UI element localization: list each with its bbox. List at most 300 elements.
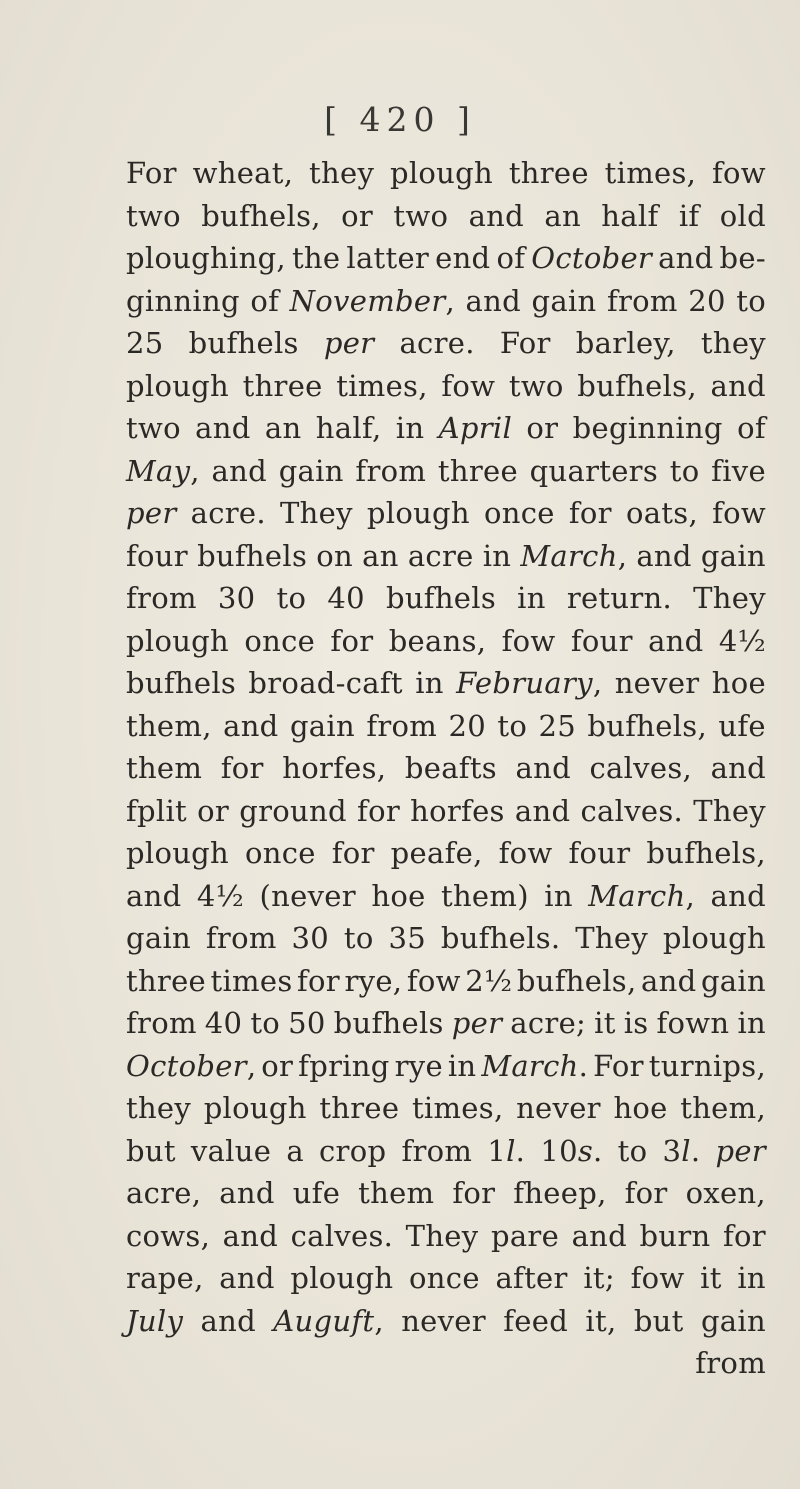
word — [510, 1002, 586, 1045]
word — [126, 1300, 183, 1343]
word — [412, 1087, 504, 1130]
roman-text: (never — [259, 878, 356, 913]
roman-text: in — [482, 538, 512, 573]
word — [641, 960, 696, 1003]
word — [715, 1130, 766, 1173]
roman-text: 4½ — [196, 878, 245, 913]
roman-text: an — [362, 538, 399, 573]
roman-text: once — [409, 1261, 480, 1295]
roman-text: horfes — [410, 793, 505, 828]
roman-text: and — [658, 241, 714, 275]
word — [298, 1045, 389, 1088]
roman-text: and — [211, 453, 267, 488]
roman-text: but — [126, 1133, 176, 1168]
roman-text: plough — [290, 1261, 394, 1295]
word — [371, 875, 425, 918]
roman-text: of — [250, 283, 280, 318]
text-line — [126, 1172, 766, 1215]
word — [191, 1130, 271, 1173]
roman-text: from — [205, 921, 277, 955]
roman-text: fow — [441, 368, 496, 403]
roman-text: oxen, — [685, 1176, 766, 1210]
word — [572, 1215, 627, 1258]
word — [712, 662, 766, 705]
word — [515, 790, 570, 833]
roman-text: two — [126, 411, 181, 445]
word — [212, 450, 267, 493]
roman-text: 10 — [540, 1133, 578, 1168]
roman-text: bufhels — [385, 581, 497, 615]
italic-text: March — [481, 1048, 579, 1083]
word — [640, 1215, 711, 1258]
word — [126, 1002, 197, 1045]
italic-text: l — [506, 1133, 516, 1168]
word — [277, 577, 307, 620]
roman-text: and — [195, 411, 251, 445]
roman-text: and — [515, 751, 571, 785]
roman-text: to — [669, 453, 700, 488]
roman-text: it — [700, 1261, 722, 1295]
roman-text: it, — [585, 1303, 617, 1338]
roman-text: to — [617, 1133, 648, 1168]
word — [583, 1257, 615, 1300]
word — [126, 1045, 256, 1088]
word — [401, 1130, 472, 1173]
word — [292, 237, 340, 280]
word — [407, 960, 461, 1003]
roman-text: them, — [680, 1091, 766, 1125]
word — [737, 1257, 766, 1300]
word — [657, 1002, 730, 1045]
roman-text: from — [606, 283, 678, 318]
roman-text: to — [276, 581, 307, 615]
word — [531, 280, 596, 323]
roman-text: from — [695, 1346, 766, 1380]
word — [484, 492, 555, 535]
roman-text: it; — [583, 1261, 615, 1295]
word — [239, 790, 347, 833]
text-line — [126, 535, 766, 578]
roman-text: bufhels — [126, 666, 237, 700]
roman-text: ufe — [292, 1176, 341, 1210]
word — [701, 1300, 766, 1343]
roman-text: three — [242, 368, 323, 403]
roman-text: but — [633, 1303, 684, 1338]
word — [248, 662, 402, 705]
roman-text: 20 — [448, 708, 487, 743]
word — [327, 577, 365, 620]
italic-text: l — [681, 1133, 691, 1168]
word — [319, 1130, 386, 1173]
roman-text: 30 — [291, 921, 330, 955]
roman-text: fow — [630, 1261, 685, 1295]
word — [344, 960, 402, 1003]
word — [393, 195, 448, 238]
word — [720, 237, 766, 280]
word — [344, 917, 374, 960]
roman-text: they — [126, 1091, 192, 1125]
word — [585, 1300, 616, 1343]
word — [292, 917, 330, 960]
word — [441, 365, 495, 408]
word — [357, 790, 400, 833]
word — [615, 662, 700, 705]
roman-text: They — [693, 581, 766, 615]
word — [688, 280, 726, 323]
word — [362, 535, 399, 578]
word — [286, 1130, 304, 1173]
text-line — [126, 662, 766, 705]
roman-text: For — [593, 1048, 644, 1083]
roman-text: a — [286, 1133, 304, 1168]
roman-text: the — [291, 241, 341, 275]
word — [250, 280, 279, 323]
roman-text: two — [508, 368, 564, 403]
roman-text: fow — [406, 963, 461, 998]
word — [126, 535, 188, 578]
word — [205, 1002, 243, 1045]
roman-text: fpring — [298, 1048, 390, 1083]
word — [290, 705, 355, 748]
roman-text: to — [736, 283, 766, 318]
word — [366, 705, 437, 748]
roman-text: for — [331, 836, 375, 870]
roman-text: three — [126, 963, 207, 998]
roman-text: half — [601, 198, 659, 233]
roman-text: to — [343, 921, 374, 955]
roman-text: half, — [315, 411, 382, 445]
roman-text: , — [617, 538, 628, 573]
roman-text: They — [405, 1218, 479, 1253]
word — [261, 1045, 293, 1088]
roman-text: an — [544, 198, 581, 233]
word — [405, 747, 497, 790]
roman-text: or — [197, 793, 230, 828]
roman-text: of — [496, 241, 526, 275]
word — [544, 875, 573, 918]
roman-text: acre. — [190, 496, 266, 530]
roman-text: acre — [407, 538, 474, 573]
word — [720, 195, 766, 238]
italic-text: Oсtober — [126, 1048, 247, 1083]
word — [297, 960, 340, 1003]
word — [483, 535, 512, 578]
text-line — [126, 960, 766, 1003]
text-line — [126, 195, 766, 238]
word — [243, 365, 323, 408]
word — [711, 450, 766, 493]
word — [469, 195, 524, 238]
word — [520, 535, 627, 578]
roman-text: fow — [712, 496, 766, 530]
roman-text: in — [737, 1006, 766, 1040]
text-line — [126, 322, 766, 365]
text-line — [126, 1257, 766, 1300]
roman-text: ufe — [718, 708, 766, 743]
word — [737, 1002, 766, 1045]
roman-text: to — [250, 1006, 281, 1040]
roman-text: quarters — [529, 453, 659, 488]
roman-text: hoe — [613, 1091, 668, 1125]
italic-text: per — [451, 1006, 503, 1040]
roman-text: bufhels, — [587, 708, 708, 743]
word — [588, 875, 695, 918]
word — [503, 1300, 568, 1343]
roman-text: gain — [289, 708, 355, 743]
word — [517, 577, 546, 620]
roman-text: they — [700, 326, 766, 360]
roman-text: , — [445, 283, 456, 318]
roman-text: ground — [239, 793, 347, 828]
roman-text: or — [261, 1048, 294, 1083]
word — [390, 152, 493, 195]
word — [189, 322, 299, 365]
roman-text: and — [710, 751, 766, 785]
roman-text: plough — [389, 156, 493, 190]
roman-text: return. — [566, 581, 673, 615]
roman-text: broad-caft — [248, 666, 403, 700]
word — [126, 705, 212, 748]
word — [410, 790, 505, 833]
roman-text: , — [592, 666, 603, 700]
word — [636, 535, 691, 578]
word — [693, 577, 766, 620]
roman-text: for — [568, 496, 612, 530]
roman-text: fheep, — [513, 1176, 607, 1210]
text-line — [126, 577, 766, 620]
roman-text: never — [516, 1091, 601, 1125]
text-line — [126, 705, 766, 748]
word — [126, 832, 229, 875]
word — [680, 1087, 766, 1130]
word — [126, 917, 191, 960]
roman-text: horfes, — [282, 751, 387, 785]
text-line — [126, 450, 766, 493]
text-line — [126, 1002, 766, 1045]
roman-text: bufhels — [333, 1006, 444, 1040]
roman-text: after — [495, 1261, 568, 1295]
word — [288, 1002, 326, 1045]
roman-text: end — [435, 241, 491, 275]
word — [341, 195, 373, 238]
roman-text: 20 — [688, 283, 726, 318]
roman-text: burn — [639, 1218, 711, 1253]
roman-text: ploughing, — [126, 241, 286, 275]
roman-text: . — [578, 1048, 589, 1083]
roman-text: pare — [490, 1218, 560, 1253]
italic-text: March — [520, 538, 618, 573]
italic-text: May — [126, 453, 191, 488]
word — [334, 1002, 444, 1045]
roman-text: acre; — [510, 1006, 587, 1040]
word — [197, 875, 244, 918]
word — [441, 875, 529, 918]
word — [530, 450, 658, 493]
word — [273, 1300, 384, 1343]
text-line — [126, 1130, 766, 1173]
roman-text: never — [614, 666, 700, 700]
word — [670, 450, 700, 493]
roman-text: and — [710, 368, 766, 403]
roman-text: They — [575, 921, 649, 955]
text-line — [126, 237, 766, 280]
text-line — [126, 1215, 766, 1258]
word — [324, 322, 375, 365]
roman-text: beginning — [572, 411, 723, 445]
word — [389, 620, 487, 663]
word — [594, 1002, 616, 1045]
roman-text: times, — [411, 1091, 504, 1125]
roman-text: or — [526, 411, 559, 445]
word — [567, 577, 672, 620]
roman-text: from — [126, 581, 197, 615]
word — [497, 705, 527, 748]
word — [406, 1215, 479, 1258]
word — [718, 705, 765, 748]
word — [399, 322, 474, 365]
roman-text: them) — [441, 878, 529, 913]
roman-text: calves. — [580, 793, 684, 828]
word — [245, 832, 316, 875]
roman-text: old — [719, 198, 766, 233]
roman-text: gain — [700, 1303, 766, 1338]
text-line — [126, 917, 766, 960]
roman-text: 2½ — [465, 963, 513, 998]
word — [712, 152, 766, 195]
roman-text: bufhels, — [577, 368, 697, 403]
roman-text: crop — [319, 1133, 387, 1168]
word — [435, 237, 490, 280]
word — [316, 535, 353, 578]
word — [662, 1130, 700, 1173]
word — [126, 407, 181, 450]
roman-text: 35 — [388, 921, 426, 955]
word — [593, 1045, 644, 1088]
roman-text: barley, — [575, 326, 676, 360]
word — [126, 365, 229, 408]
word — [452, 1002, 503, 1045]
word — [663, 917, 766, 960]
word — [126, 450, 200, 493]
roman-text: hoe — [711, 666, 766, 700]
roman-text: three — [319, 1091, 400, 1125]
word — [221, 747, 264, 790]
roman-text: for — [297, 963, 340, 998]
word — [355, 450, 426, 493]
roman-text: feed — [503, 1303, 569, 1338]
roman-text: bufhels, — [646, 836, 766, 870]
roman-text: from — [355, 453, 427, 488]
text-line — [126, 620, 766, 663]
word — [197, 535, 307, 578]
italic-text: Oсtober — [531, 241, 653, 275]
roman-text: 50 — [288, 1006, 326, 1040]
roman-text: or — [341, 198, 374, 233]
text-line — [126, 280, 766, 323]
roman-text: of — [737, 411, 766, 445]
word — [244, 620, 315, 663]
roman-text: bufhels — [197, 538, 308, 573]
word — [526, 407, 558, 450]
word — [456, 662, 602, 705]
word — [204, 1087, 307, 1130]
roman-text: and — [468, 198, 525, 233]
roman-text: , — [374, 1303, 384, 1338]
roman-text: 3 — [662, 1133, 682, 1168]
roman-text: plough — [126, 623, 230, 658]
roman-text: 40 — [204, 1006, 243, 1040]
word — [646, 832, 766, 875]
roman-text: 40 — [327, 581, 365, 615]
word — [260, 875, 356, 918]
word — [693, 790, 766, 833]
word — [502, 620, 556, 663]
roman-text: five — [711, 453, 766, 488]
roman-text: acre. — [399, 326, 475, 360]
roman-text: calves, — [589, 751, 693, 785]
roman-text: gain — [126, 921, 192, 955]
word — [126, 1257, 204, 1300]
roman-text: three — [437, 453, 518, 488]
roman-text: They — [693, 793, 766, 828]
word — [481, 1045, 588, 1088]
roman-text: four — [126, 538, 188, 573]
word — [415, 662, 444, 705]
roman-text: 4½ — [718, 623, 766, 658]
text-line — [126, 365, 766, 408]
roman-text: gain — [278, 453, 344, 488]
text-line — [126, 747, 766, 790]
roman-text: value — [190, 1133, 272, 1168]
word — [540, 1130, 602, 1173]
roman-text: and — [223, 708, 279, 743]
word — [517, 960, 637, 1003]
word — [193, 152, 294, 195]
word — [265, 407, 302, 450]
word — [516, 747, 571, 790]
roman-text: in — [517, 581, 546, 615]
roman-text: and — [200, 1303, 256, 1338]
word — [223, 705, 278, 748]
word — [201, 1300, 256, 1343]
word — [126, 237, 286, 280]
italic-text: Auguft — [273, 1303, 375, 1338]
word — [601, 195, 658, 238]
text-line — [126, 832, 766, 875]
roman-text: They — [280, 496, 353, 530]
word — [126, 1130, 176, 1173]
word — [279, 450, 344, 493]
roman-text: be- — [719, 241, 766, 275]
word — [126, 1215, 210, 1258]
roman-text: 25 — [126, 326, 164, 360]
roman-text: it — [594, 1006, 616, 1040]
roman-text: once — [245, 836, 316, 870]
word — [126, 577, 197, 620]
word — [701, 535, 766, 578]
italic-text: March — [588, 878, 686, 913]
roman-text: rye, — [344, 963, 403, 998]
roman-text: in — [415, 666, 444, 700]
word — [589, 747, 692, 790]
roman-text: times, — [336, 368, 428, 403]
roman-text: fown — [656, 1006, 730, 1040]
roman-text: from — [126, 1006, 197, 1040]
word — [648, 620, 703, 663]
word — [395, 1045, 443, 1088]
word — [576, 322, 676, 365]
roman-text: . — [515, 1133, 526, 1168]
